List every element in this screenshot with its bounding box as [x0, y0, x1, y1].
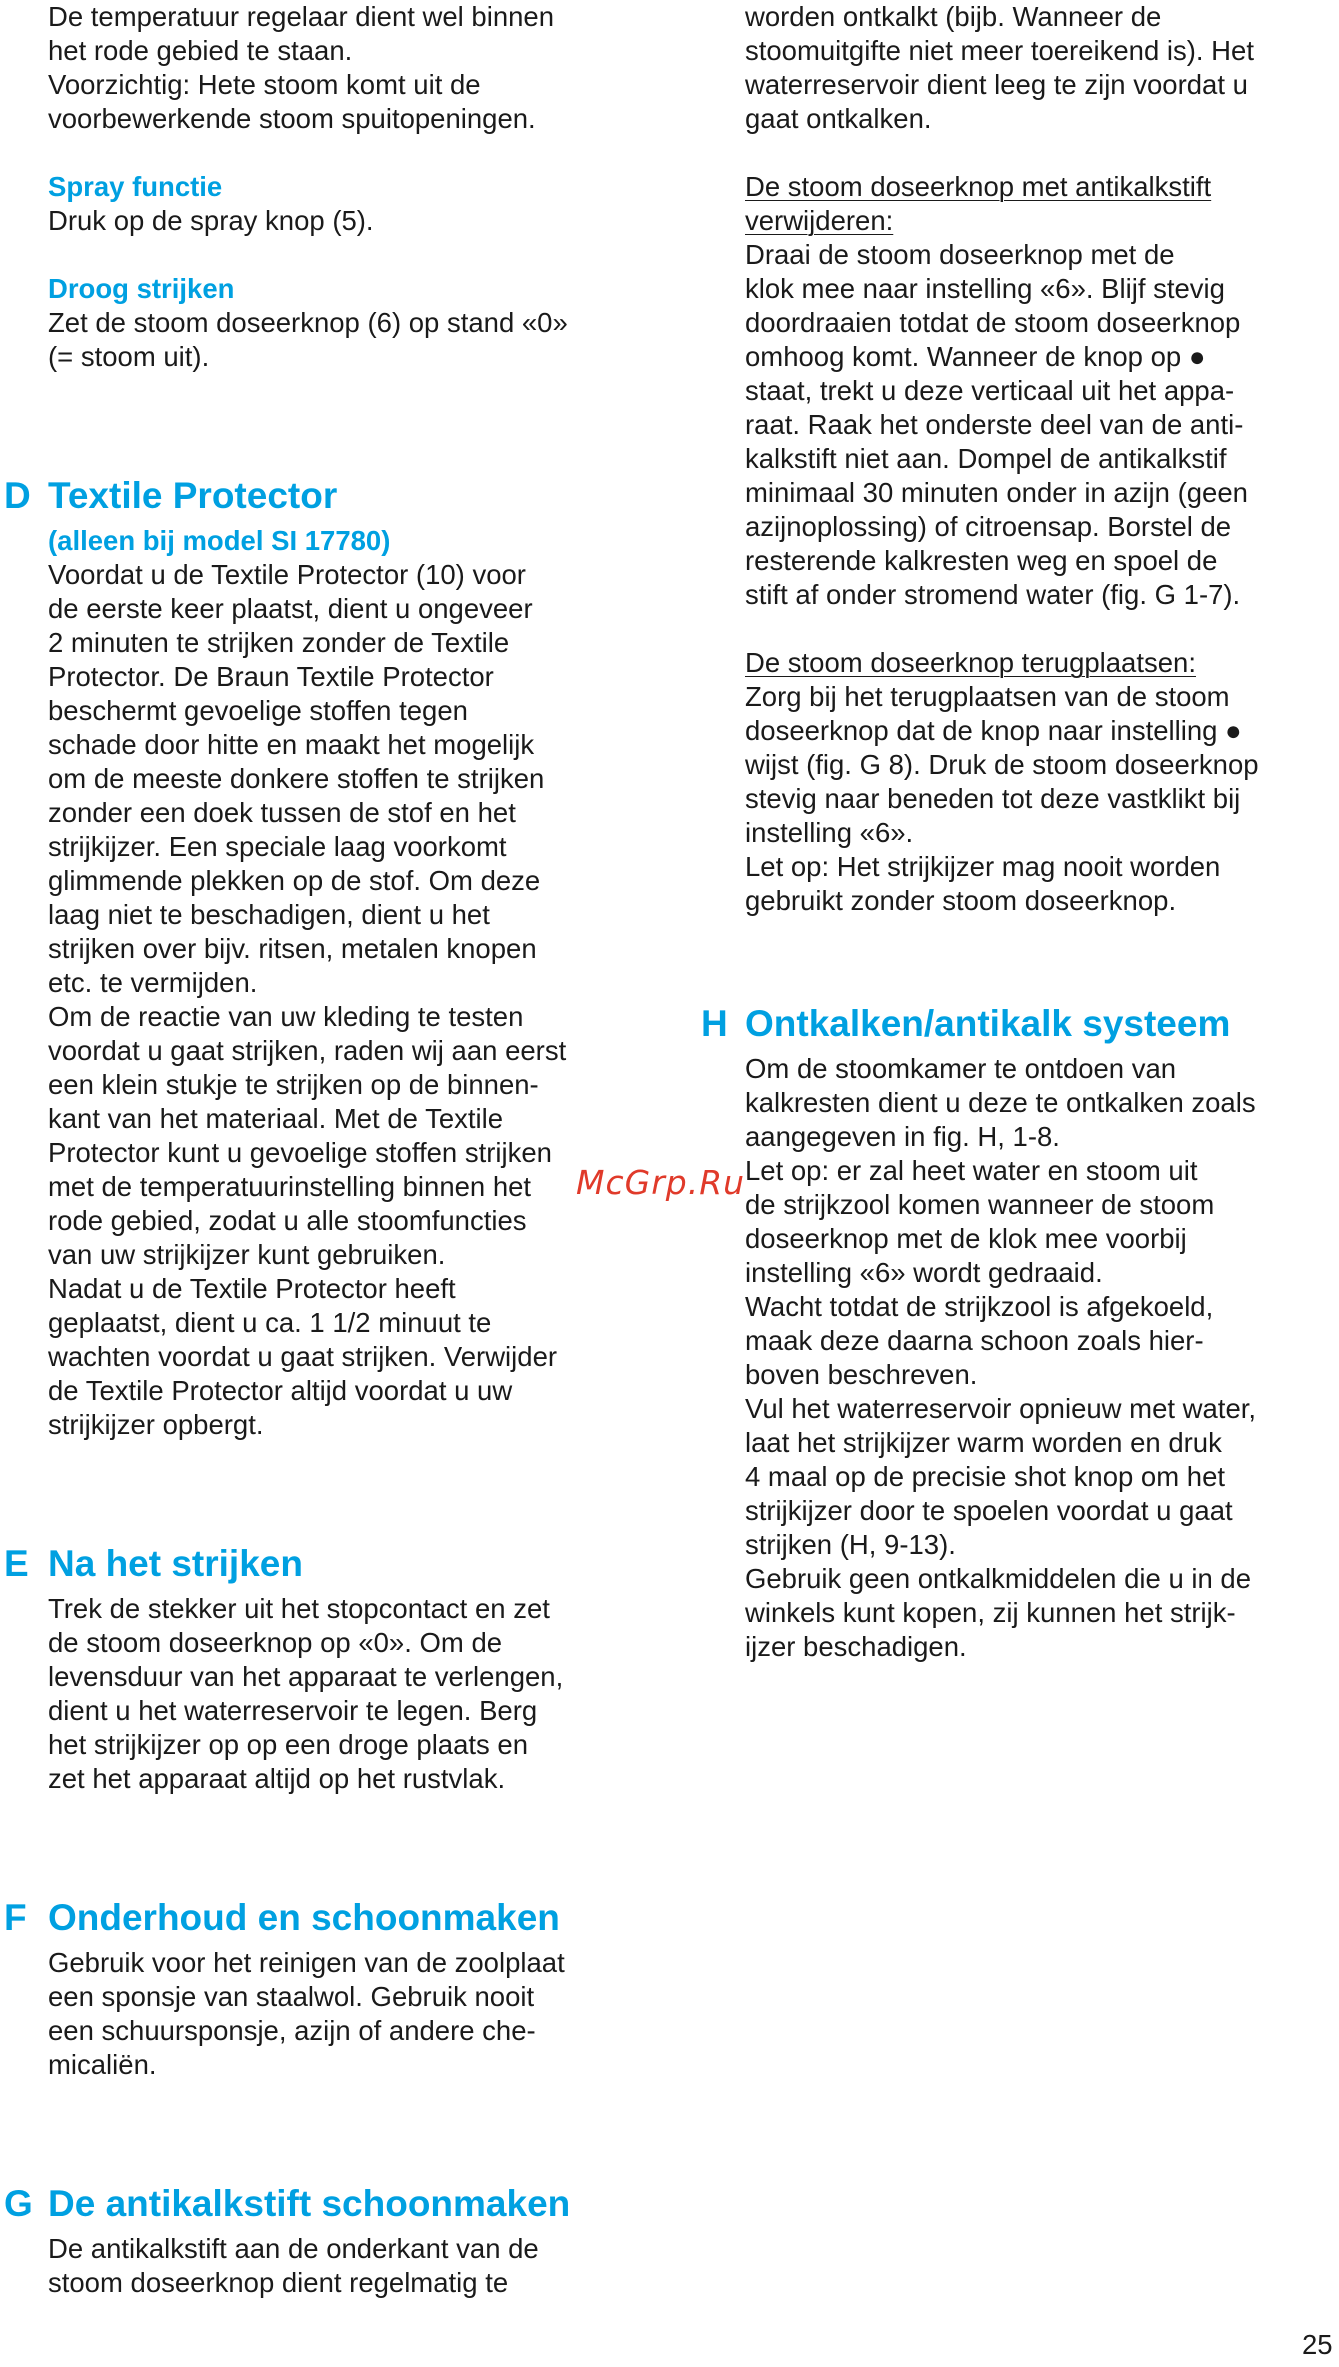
- underlined-heading: verwijderen:: [745, 205, 894, 236]
- text-line: strijkijzer opbergt.: [48, 1409, 264, 1440]
- text-line: de eerste keer plaatst, dient u ongeveer: [48, 593, 533, 624]
- text-line: zonder een doek tussen de stof en het: [48, 797, 516, 828]
- watermark: McGrp.Ru: [576, 1163, 746, 1202]
- section-title: Ontkalken/antikalk systeem: [745, 1003, 1231, 1044]
- dry-ironing-heading: Droog strijken: [48, 273, 235, 304]
- text-line: strijkijzer. Een speciale laag voorkomt: [48, 831, 507, 862]
- text-line: met de temperatuurinstelling binnen het: [48, 1171, 532, 1202]
- text-line: gaat ontkalken.: [745, 103, 932, 134]
- text-line: het strijkijzer op op een droge plaats en: [48, 1729, 529, 1760]
- text-line: levensduur van het apparaat te verlengen,: [48, 1661, 564, 1692]
- section-letter: G: [4, 2183, 33, 2224]
- text-line: Let op: Het strijkijzer mag nooit worden: [745, 851, 1221, 882]
- text-line: stift af onder stromend water (fig. G 1-7).: [745, 579, 1241, 610]
- text-line: stoom doseerknop dient regelmatig te: [48, 2267, 509, 2298]
- text-line: stoomuitgifte niet meer toereikend is). Het: [745, 35, 1254, 66]
- remove-knob-instructions: [745, 170, 1335, 612]
- section-title: De antikalkstift schoonmaken: [48, 2183, 571, 2224]
- text-line: Trek de stekker uit het stopcontact en zet: [48, 1593, 550, 1624]
- page-number: 25: [1302, 2329, 1333, 2360]
- text-line: strijken (H, 9-13).: [745, 1529, 956, 1560]
- text-line: van uw strijkijzer kunt gebruiken.: [48, 1239, 446, 1270]
- section-title: Na het strijken: [48, 1543, 303, 1584]
- text-line: 4 maal op de precisie shot knop om het: [745, 1461, 1226, 1492]
- section-d: [4, 474, 648, 1442]
- text-line: glimmende plekken op de stof. Om deze: [48, 865, 541, 896]
- replace-knob-instructions: [745, 646, 1335, 918]
- text-line: Protector kunt u gevoelige stoffen strijken: [48, 1137, 552, 1168]
- text-line: Wacht totdat de strijkzool is afgekoeld,: [745, 1291, 1214, 1322]
- text-line: Protector. De Braun Textile Protector: [48, 661, 494, 692]
- text-line: 2 minuten te strijken zonder de Textile: [48, 627, 510, 658]
- text-line: Vul het waterreservoir opnieuw met water,: [745, 1393, 1257, 1424]
- underlined-heading: De stoom doseerknop terugplaatsen:: [745, 647, 1196, 678]
- text-line: doseerknop met de klok mee voorbij: [745, 1223, 1187, 1254]
- spray-function: [48, 170, 648, 238]
- text-line: strijken over bijv. ritsen, metalen knopen: [48, 933, 537, 964]
- text-line: worden ontkalkt (bijb. Wanneer de: [745, 1, 1162, 32]
- section-f: [4, 1896, 648, 2082]
- text-line: De temperatuur regelaar dient wel binnen: [48, 1, 554, 32]
- text-line: het rode gebied te staan.: [48, 35, 353, 66]
- text-line: (= stoom uit).: [48, 341, 210, 372]
- underlined-heading: De stoom doseerknop met antikalkstift: [745, 171, 1212, 202]
- section-subtitle: (alleen bij model SI 17780): [48, 525, 391, 556]
- text-line: Nadat u de Textile Protector heeft: [48, 1273, 456, 1304]
- text-line: dient u het waterreservoir te legen. Berg: [48, 1695, 538, 1726]
- text-line: voorbewerkende stoom spuitopeningen.: [48, 103, 536, 134]
- section-g: [4, 2182, 648, 2300]
- text-line: Gebruik voor het reinigen van de zoolplaat: [48, 1947, 565, 1978]
- right-intro: [745, 0, 1335, 136]
- text-line: kant van het materiaal. Met de Textile: [48, 1103, 504, 1134]
- left-column: [4, 0, 648, 2300]
- section-e: [4, 1542, 648, 1796]
- section-letter: D: [4, 475, 31, 516]
- text-line: resterende kalkresten weg en spoel de: [745, 545, 1218, 576]
- text-line: Druk op de spray knop (5).: [48, 205, 374, 236]
- section-title: Onderhoud en schoonmaken: [48, 1897, 560, 1938]
- text-line: minimaal 30 minuten onder in azijn (geen: [745, 477, 1248, 508]
- text-line: laag niet te beschadigen, dient u het: [48, 899, 490, 930]
- text-line: aangegeven in fig. H, 1-8.: [745, 1121, 1060, 1152]
- text-line: een sponsje van staalwol. Gebruik nooit: [48, 1981, 535, 2012]
- text-line: ijzer beschadigen.: [745, 1631, 967, 1662]
- text-line: Zorg bij het terugplaatsen van de stoom: [745, 681, 1230, 712]
- text-line: Voorzichtig: Hete stoom komt uit de: [48, 69, 481, 100]
- text-line: waterreservoir dient leeg te zijn voordat u: [745, 69, 1248, 100]
- text-line: instelling «6».: [745, 817, 914, 848]
- section-letter: E: [4, 1543, 29, 1584]
- text-line: micaliën.: [48, 2049, 157, 2080]
- text-line: Zet de stoom doseerknop (6) op stand «0»: [48, 307, 568, 338]
- dry-ironing: [48, 272, 648, 374]
- right-column: [701, 0, 1335, 1664]
- text-line: boven beschreven.: [745, 1359, 978, 1390]
- text-line: om de meeste donkere stoffen te strijken: [48, 763, 545, 794]
- text-line: een klein stukje te strijken op de binnen-: [48, 1069, 539, 1100]
- text-line: Om de reactie van uw kleding te testen: [48, 1001, 524, 1032]
- text-line: de Textile Protector altijd voordat u uw: [48, 1375, 513, 1406]
- text-line: laat het strijkijzer warm worden en druk: [745, 1427, 1222, 1458]
- text-line: gebruikt zonder stoom doseerknop.: [745, 885, 1177, 916]
- text-line: maak deze daarna schoon zoals hier-: [745, 1325, 1204, 1356]
- text-line: Let op: er zal heet water en stoom uit: [745, 1155, 1198, 1186]
- text-line: zet het apparaat altijd op het rustvlak.: [48, 1763, 506, 1794]
- section-title: Textile Protector: [48, 475, 338, 516]
- text-line: instelling «6» wordt gedraaid.: [745, 1257, 1103, 1288]
- left-intro: [48, 0, 648, 136]
- text-line: beschermt gevoelige stoffen tegen: [48, 695, 468, 726]
- text-line: stevig naar beneden tot deze vastklikt bij: [745, 783, 1241, 814]
- text-line: klok mee naar instelling «6». Blijf stevig: [745, 273, 1225, 304]
- text-line: doseerknop dat de knop naar instelling ●: [745, 715, 1242, 746]
- section-h: [701, 1002, 1335, 1664]
- text-line: een schuursponsje, azijn of andere che-: [48, 2015, 536, 2046]
- text-line: rode gebied, zodat u alle stoomfuncties: [48, 1205, 527, 1236]
- spray-heading: Spray functie: [48, 171, 223, 202]
- section-letter: H: [701, 1003, 728, 1044]
- text-line: wachten voordat u gaat strijken. Verwijder: [48, 1341, 558, 1372]
- text-line: Om de stoomkamer te ontdoen van: [745, 1053, 1177, 1084]
- text-line: staat, trekt u deze verticaal uit het appa-: [745, 375, 1235, 406]
- section-letter: F: [4, 1897, 27, 1938]
- text-line: doordraaien totdat de stoom doseerknop: [745, 307, 1241, 338]
- text-line: voordat u gaat strijken, raden wij aan eerst: [48, 1035, 567, 1066]
- text-line: de strijkzool komen wanneer de stoom: [745, 1189, 1215, 1220]
- text-line: Draai de stoom doseerknop met de: [745, 239, 1175, 270]
- text-line: Voordat u de Textile Protector (10) voor: [48, 559, 526, 590]
- text-line: kalkresten dient u deze te ontkalken zoals: [745, 1087, 1256, 1118]
- text-line: kalkstift niet aan. Dompel de antikalkstif: [745, 443, 1227, 474]
- text-line: etc. te vermijden.: [48, 967, 258, 998]
- text-line: schade door hitte en maakt het mogelijk: [48, 729, 535, 760]
- text-line: winkels kunt kopen, zij kunnen het strijk-: [745, 1597, 1236, 1628]
- text-line: raat. Raak het onderste deel van de anti-: [745, 409, 1244, 440]
- text-line: geplaatst, dient u ca. 1 1/2 minuut te: [48, 1307, 492, 1338]
- text-line: wijst (fig. G 8). Druk de stoom doseerknop: [745, 749, 1259, 780]
- text-line: de stoom doseerknop op «0». Om de: [48, 1627, 503, 1658]
- text-line: Gebruik geen ontkalkmiddelen die u in de: [745, 1563, 1252, 1594]
- text-line: De antikalkstift aan de onderkant van de: [48, 2233, 539, 2264]
- text-line: strijkijzer door te spoelen voordat u gaat: [745, 1495, 1233, 1526]
- text-line: azijnoplossing) of citroensap. Borstel de: [745, 511, 1232, 542]
- text-line: omhoog komt. Wanneer de knop op ●: [745, 341, 1206, 372]
